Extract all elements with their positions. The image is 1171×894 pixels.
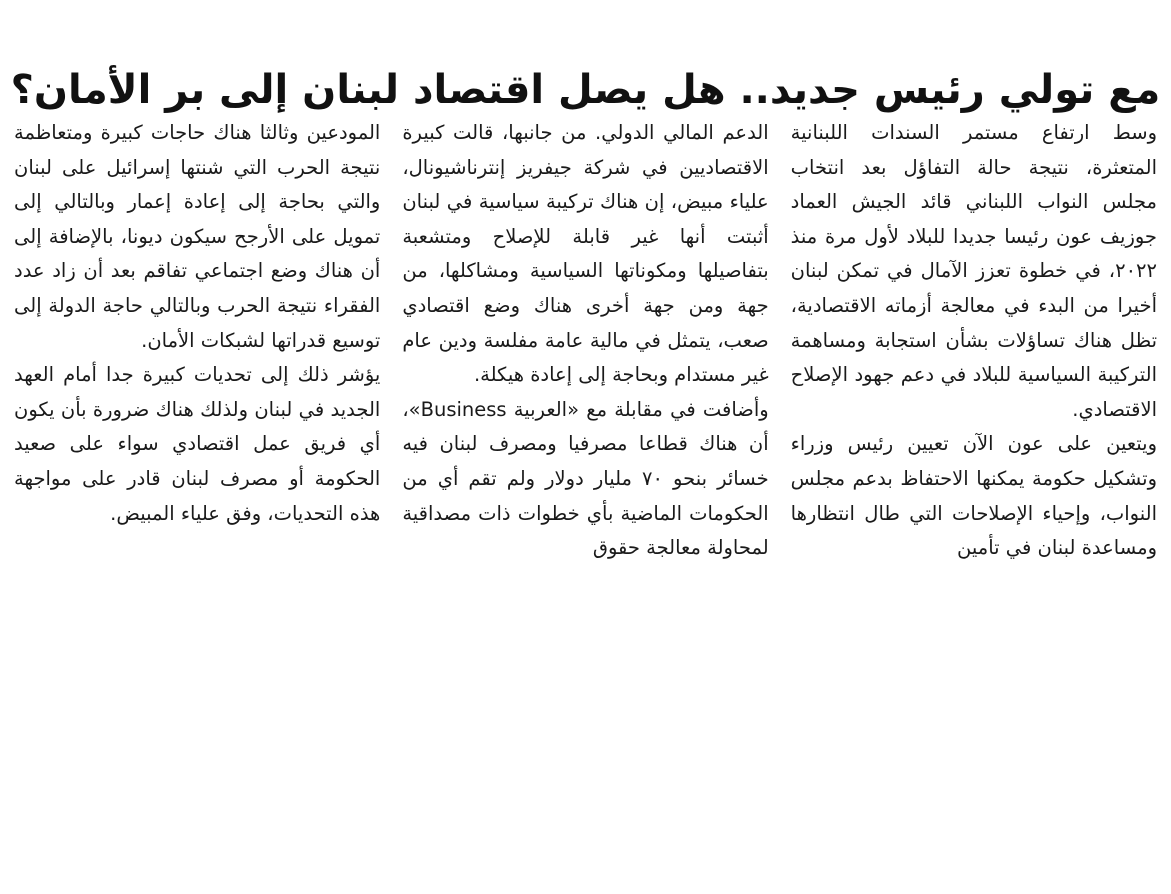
paragraph: وسط ارتفاع مستمر السندات اللبنانية المتعثرة، نتيجة حالة التفاؤل بعد انتخاب مجلس النواب اللبناني قائد الجيش العماد جوزيف عون رئيسا جديدا للبلاد لأول مرة منذ ٢٠٢٢، في خطوة تعزز الآمال في تمكن لبنان أخيرا من البدء في معالجة أزماته الاقتصادية، تظل هناك تساؤلات بشأن استجابة ومساهمة التركيبة السياسية للبلاد في دعم جهود الإصلاح الاقتصادي. [790,121,1157,421]
article-column-3 [14,116,380,888]
paragraph: الدعم المالي الدولي. من جانبها، قالت كبيرة الاقتصاديين في شركة جيفريز إنترناشيونال، علياء مبيض، إن هناك تركيبة سياسية في لبنان أثبتت أنها غير قابلة للإصلاح ومتشعبة بتفاصيلها ومكوناتها السياسية ومشاكلها، من جهة ومن جهة أخرى هناك وضع اقتصادي صعب، يتمثل في مالية عامة مفلسة ودين عام غير مستدام وبحاجة إلى إعادة هيكلة. [402,121,769,387]
paragraph: يؤشر ذلك إلى تحديات كبيرة جدا أمام العهد الجديد في لبنان ولذلك هناك ضرورة بأن يكون أي فريق عمل اقتصادي سواء على صعيد الحكومة أو مصرف لبنان قادر على مواجهة هذه التحديات، وفق علياء المبيض. [14,363,381,525]
paragraph: المودعين وثالثا هناك حاجات كبيرة ومتعاظمة نتيجة الحرب التي شنتها إسرائيل على لبنان والتي بحاجة إلى إعادة إعمار وبالتالي إلى تمويل على الأرجح سيكون ديونا، بالإضافة إلى أن هناك وضع اجتماعي تفاقم بعد أن زاد عدد الفقراء نتيجة الحرب وبالتالي حاجة الدولة إلى توسيع قدراتها لشبكات الأمان. [14,121,381,352]
article-column-2 [402,116,768,888]
article-body [14,116,1157,888]
article-headline: مع تولي رئيس جديد.. هل يصل اقتصاد لبنان إلى بر الأمان؟ [10,66,1161,113]
paragraph: ويتعين على عون الآن تعيين رئيس وزراء وتشكيل حكومة يمكنها الاحتفاظ بدعم مجلس النواب، وإحياء الإصلاحات التي طال انتظارها ومساعدة لبنان في تأمين [790,432,1157,560]
article-column-1 [791,116,1157,888]
paragraph: وأضافت في مقابلة مع «العربية Business»، أن هناك قطاعا مصرفيا ومصرف لبنان فيه خسائر بنحو ٧٠ مليار دولار ولم تقم أي من الحكومات الماضية بأي خطوات ذات مصداقية لمحاولة معالجة حقوق [402,397,769,560]
